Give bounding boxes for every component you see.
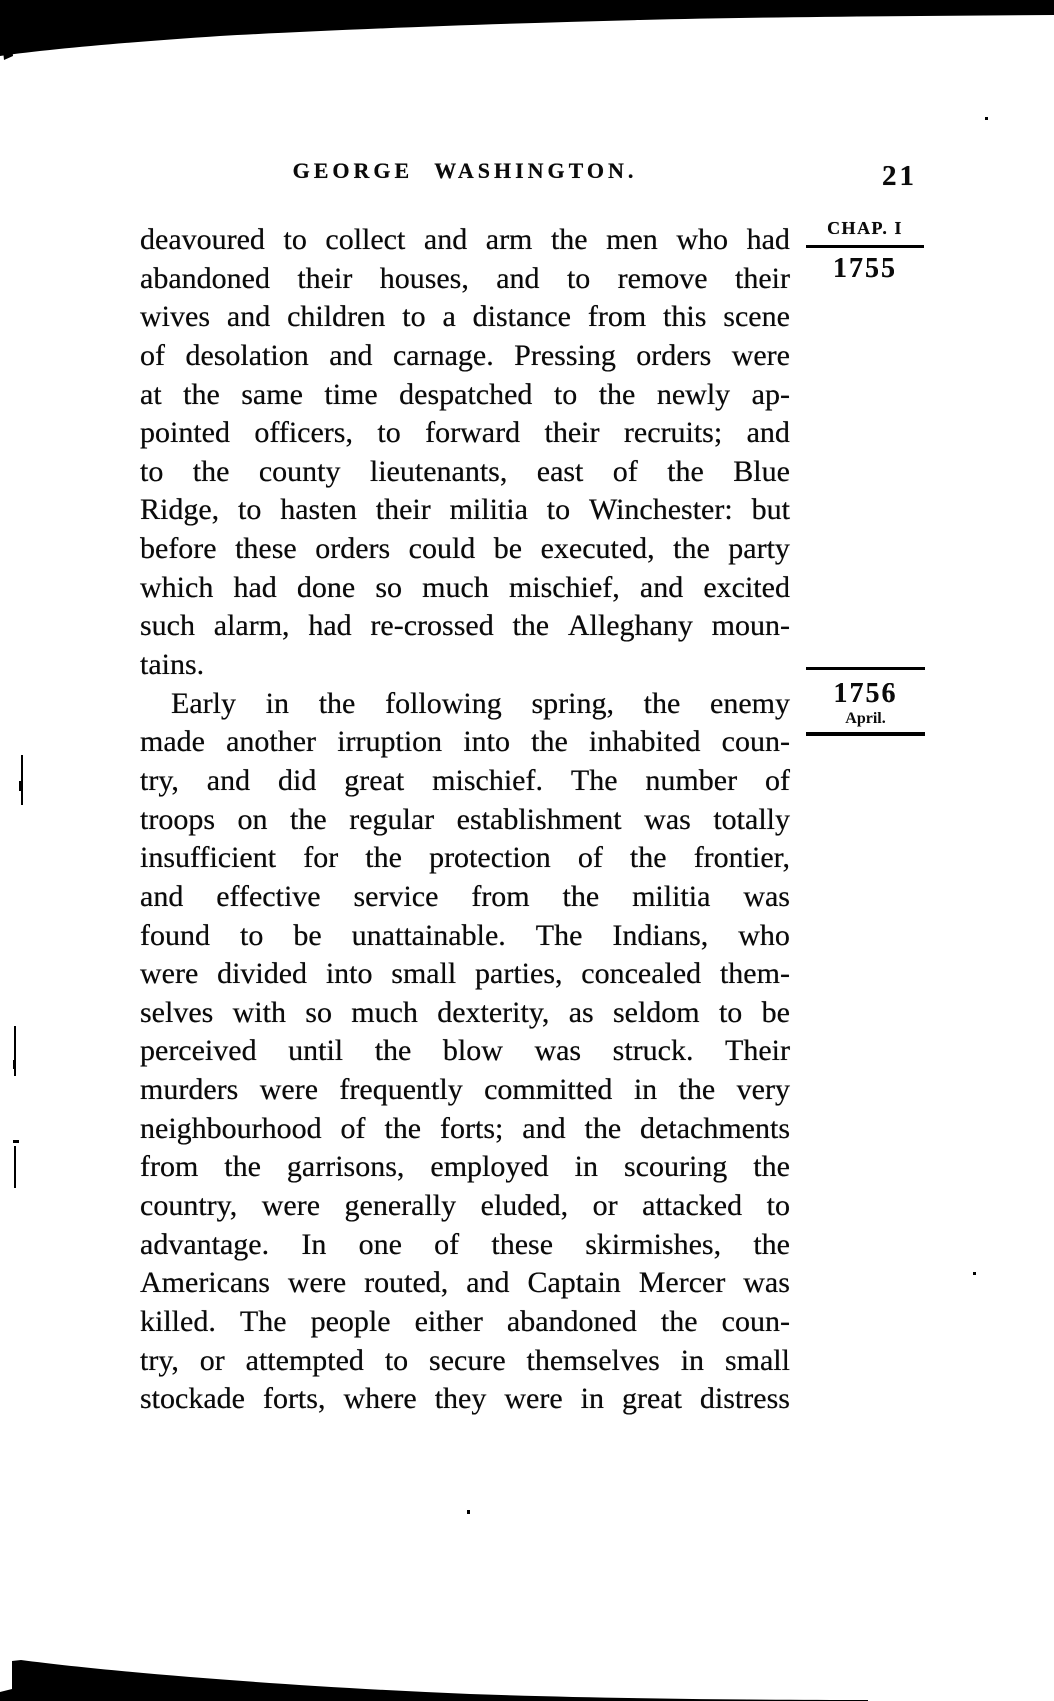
body-word: to [566, 261, 591, 295]
body-word: skirmishes, [585, 1227, 722, 1261]
body-word: and [206, 763, 251, 797]
body-word: was [534, 1034, 582, 1068]
body-word: ap- [751, 377, 790, 411]
body-line [140, 1148, 790, 1187]
body-word: were [259, 1073, 319, 1107]
body-word: from [587, 300, 647, 334]
margin-note-1755 [806, 218, 924, 285]
body-word: great [621, 1382, 682, 1416]
year-1755: 1755 [833, 253, 897, 284]
body-word: to [546, 493, 571, 527]
body-word: try, [140, 763, 179, 797]
body-line [140, 453, 790, 492]
body-word: to [384, 1343, 409, 1377]
body-word: scouring [623, 1150, 728, 1184]
body-word: into [463, 725, 510, 759]
body-word: committed [484, 1073, 613, 1107]
body-word: enemy [710, 686, 790, 720]
body-word: another [226, 725, 317, 759]
body-word: much [422, 570, 489, 604]
body-text [140, 221, 790, 1419]
body-word: coun- [721, 1304, 790, 1338]
body-word: so [305, 995, 332, 1029]
body-word: forward [425, 416, 521, 450]
body-word: east [536, 454, 584, 488]
margin-ink-mark [14, 1146, 16, 1188]
body-word: where [343, 1382, 417, 1416]
body-line [140, 723, 790, 762]
body-word: following [385, 686, 502, 720]
margin-ink-mark [21, 755, 23, 805]
body-word: mischief. [432, 763, 543, 797]
body-word: carnage. [392, 338, 494, 372]
year-1756: 1756 [833, 678, 898, 709]
body-line [140, 762, 790, 801]
body-line [140, 1071, 790, 1110]
body-word: concealed [581, 957, 702, 991]
body-word: Alleghany [567, 609, 693, 643]
body-word: despatched [399, 377, 533, 411]
body-word: to [402, 300, 426, 334]
body-word: was [743, 1266, 790, 1300]
body-word: distress [699, 1382, 790, 1416]
body-word: until [288, 1034, 344, 1068]
body-word: made [140, 725, 205, 759]
body-word: this [663, 300, 707, 334]
body-word: themselves [526, 1343, 660, 1377]
body-word: the [365, 841, 402, 875]
body-word: the [183, 377, 220, 411]
body-word: their [297, 261, 353, 295]
body-word: and [466, 1266, 510, 1300]
body-line [140, 1264, 790, 1303]
body-word: on [237, 802, 268, 836]
body-word: found [140, 918, 210, 952]
body-word: into [325, 957, 373, 991]
body-word: at [140, 377, 162, 411]
month-label: April. [845, 710, 886, 727]
body-word: such [140, 609, 195, 643]
body-line [140, 1226, 790, 1265]
body-word: be [493, 532, 523, 566]
body-word: forts; [440, 1111, 504, 1145]
body-word: In [301, 1227, 327, 1261]
body-word: try, [140, 1343, 179, 1377]
body-word: with [232, 995, 286, 1029]
body-word: moun- [711, 609, 790, 643]
body-word: Their [725, 1034, 790, 1068]
body-word: the [290, 802, 327, 836]
body-word: remove [617, 261, 708, 295]
body-word: murders [140, 1073, 239, 1107]
body-word: houses, [379, 261, 469, 295]
body-word: or [199, 1343, 225, 1377]
body-word: a [442, 300, 456, 334]
body-word: had [233, 570, 277, 604]
body-word: generally [344, 1189, 457, 1223]
body-word: collect [325, 223, 406, 256]
body-word: detachments [640, 1111, 790, 1145]
body-word: and [423, 223, 468, 256]
body-word: insufficient [140, 841, 277, 875]
body-line [140, 1187, 790, 1226]
body-word: either [414, 1304, 483, 1338]
body-line [140, 491, 790, 530]
body-word: who [676, 223, 729, 256]
body-word: was [743, 879, 790, 913]
body-word: them- [719, 957, 790, 991]
body-word: but [751, 493, 790, 527]
body-word: to [238, 493, 262, 527]
body-word: people [310, 1304, 391, 1338]
body-word: very [736, 1073, 790, 1107]
body-word: as [568, 995, 594, 1029]
body-line [140, 878, 790, 917]
body-line [140, 376, 790, 415]
body-word: in [633, 1073, 658, 1107]
body-word: officers, [254, 416, 353, 450]
body-word: orders [636, 338, 712, 372]
body-word: wives [140, 300, 210, 334]
page-number: 21 [882, 160, 917, 192]
body-line [140, 569, 790, 608]
margin-note-1756 [806, 667, 925, 736]
body-line [140, 1342, 790, 1381]
body-word: time [324, 377, 378, 411]
body-line [140, 221, 790, 260]
body-word: troops [140, 802, 215, 836]
body-word: frontier, [693, 841, 790, 875]
body-word: scene [723, 300, 790, 334]
body-word: in [580, 1382, 604, 1416]
body-word: were [731, 338, 790, 372]
margin-ink-mark [13, 1060, 16, 1069]
body-word: abandoned [506, 1304, 637, 1338]
body-word: recruits; [623, 416, 723, 450]
body-word: irruption [337, 725, 443, 759]
margin-rule [806, 732, 925, 736]
body-word: Captain [527, 1266, 621, 1300]
body-line [140, 839, 790, 878]
running-header: GEORGE WASHINGTON. [292, 158, 638, 183]
body-word: were [287, 1266, 347, 1300]
body-word: Pressing [514, 338, 616, 372]
body-word: blow [442, 1034, 503, 1068]
body-word: the [660, 1304, 698, 1338]
body-word: Blue [733, 454, 790, 488]
body-word: coun- [721, 725, 790, 759]
ink-speck [973, 1272, 976, 1275]
ink-speck [985, 117, 988, 120]
margin-ink-mark [13, 1140, 19, 1143]
body-word: number [645, 763, 738, 797]
body-word: the [224, 1150, 261, 1184]
body-word: children [287, 300, 386, 334]
margin-rule [806, 667, 925, 670]
body-word: seldom [612, 995, 700, 1029]
body-word: to [140, 454, 164, 488]
body-word: of [340, 1111, 366, 1145]
body-word: arm [485, 223, 533, 256]
body-word: killed. [140, 1304, 216, 1338]
body-word: The [570, 763, 618, 797]
body-word: divided [217, 957, 308, 991]
body-word: inhabited [588, 725, 701, 759]
body-word: deavoured [140, 223, 265, 256]
body-word: great [344, 763, 405, 797]
body-word: Indians, [612, 918, 709, 952]
body-word: had [308, 609, 352, 643]
body-word: of [434, 1227, 460, 1261]
body-word: the [667, 454, 704, 488]
body-line [140, 994, 790, 1033]
body-word: employed [430, 1150, 549, 1184]
body-word: from [140, 1150, 199, 1184]
body-word: the [550, 223, 588, 256]
body-word: or [592, 1189, 618, 1223]
body-word: establishment [456, 802, 622, 836]
chapter-label: CHAP. I [827, 218, 903, 238]
body-word: distance [472, 300, 571, 334]
body-word: from [471, 879, 530, 913]
body-word: county [258, 454, 341, 488]
body-word: the [562, 879, 600, 913]
body-word: and [746, 416, 790, 450]
body-word: who [738, 918, 790, 952]
scan-artifact-top-left-sliver [0, 20, 13, 60]
body-line [140, 530, 790, 569]
body-word: of [764, 763, 790, 797]
body-word: the [753, 1150, 790, 1184]
body-word: parties, [475, 957, 563, 991]
body-word: be [761, 995, 790, 1029]
body-word: so [375, 570, 403, 604]
body-word: for [303, 841, 339, 875]
body-word: could [408, 532, 476, 566]
body-word: protection [429, 841, 551, 875]
body-word: lieutenants, [369, 454, 508, 488]
body-line [140, 917, 790, 956]
body-word: same [241, 377, 303, 411]
body-line [140, 1032, 790, 1071]
body-line [140, 1303, 790, 1342]
body-word: the [192, 454, 230, 488]
body-word: one [358, 1227, 402, 1261]
body-word: tains. [140, 648, 205, 682]
body-word: the [531, 725, 568, 759]
body-word: militia [449, 493, 528, 527]
body-word: secure [429, 1343, 506, 1377]
body-word: and [226, 300, 271, 334]
body-word: was [644, 802, 691, 836]
body-word: these [491, 1227, 554, 1261]
body-word: these [235, 532, 297, 566]
body-word: party [728, 532, 790, 566]
body-line [140, 1110, 790, 1149]
body-word: executed, [540, 532, 655, 566]
body-line [140, 260, 790, 299]
body-word: totally [713, 802, 790, 836]
body-word: regular [349, 802, 435, 836]
body-line [140, 337, 790, 376]
body-word: the [643, 686, 681, 720]
body-word: spring, [531, 686, 614, 720]
body-word: abandoned [140, 261, 270, 295]
body-word: newly [656, 377, 731, 411]
body-word: to [766, 1189, 790, 1223]
body-word: frequently [339, 1073, 463, 1107]
body-word: in [680, 1343, 705, 1377]
body-word: stockade [140, 1382, 245, 1416]
body-word: their [544, 416, 600, 450]
body-word: did [278, 763, 317, 797]
body-word: Mercer [638, 1266, 726, 1300]
ink-speck [467, 1510, 470, 1514]
body-word: of [612, 454, 638, 488]
body-word: they [434, 1382, 487, 1416]
body-word: and [522, 1111, 566, 1145]
body-word: were [261, 1189, 321, 1223]
body-line [140, 801, 790, 840]
body-word: hasten [280, 493, 357, 527]
body-word: unattainable. [351, 918, 506, 952]
body-word: before [140, 532, 217, 566]
body-word: Ridge, [140, 493, 220, 527]
body-word: which [140, 570, 214, 604]
body-word: Americans [140, 1266, 270, 1300]
body-word: routed, [364, 1266, 449, 1300]
body-word: country, [140, 1189, 238, 1223]
body-word: eluded, [480, 1189, 569, 1223]
body-word: of [140, 338, 165, 372]
body-word: and [639, 570, 684, 604]
body-word: The [239, 1304, 287, 1338]
body-word: done [296, 570, 356, 604]
body-word: struck. [612, 1034, 694, 1068]
body-word: the [584, 1111, 622, 1145]
margin-rule [806, 245, 924, 248]
body-word: the [753, 1227, 790, 1261]
body-word: much [351, 995, 418, 1029]
body-word: garrisons, [286, 1150, 405, 1184]
body-word: perceived [140, 1034, 257, 1068]
body-word: in [265, 686, 290, 720]
body-word: to [240, 918, 264, 952]
body-word: re-crossed [370, 609, 494, 643]
body-word: men [606, 223, 658, 256]
body-word: were [504, 1382, 563, 1416]
body-line [140, 607, 790, 646]
body-word: militia [632, 879, 711, 913]
body-word: forts, [262, 1382, 326, 1416]
body-word: small [391, 957, 457, 991]
body-word: alarm, [213, 609, 290, 643]
body-word: and [496, 261, 540, 295]
scan-artifact-top [0, 0, 1054, 56]
body-word: were [140, 957, 199, 991]
body-word: excited [703, 570, 790, 604]
body-word: dexterity, [437, 995, 550, 1029]
body-line [140, 955, 790, 994]
scan-artifact-bottom [0, 1660, 868, 1701]
body-word: small [724, 1343, 790, 1377]
margin-ink-mark [19, 781, 23, 791]
body-word: and [329, 338, 373, 372]
body-word: The [535, 918, 583, 952]
body-word: the [318, 686, 356, 720]
body-word: advantage. [140, 1227, 270, 1261]
body-line [140, 414, 790, 453]
body-word: Winchester: [588, 493, 733, 527]
body-word: desolation [185, 338, 309, 372]
body-word: the [512, 609, 550, 643]
body-word: to [377, 416, 401, 450]
body-word: be [293, 918, 322, 952]
body-word: had [746, 223, 790, 256]
body-word: in [574, 1150, 598, 1184]
body-word: their [735, 261, 790, 295]
body-word: pointed [140, 416, 230, 450]
body-line [140, 646, 790, 685]
body-word: attempted [245, 1343, 364, 1377]
body-word: the [598, 377, 636, 411]
body-word: of [577, 841, 603, 875]
body-word: and [140, 879, 184, 913]
body-word: Early [171, 686, 236, 720]
body-word: their [375, 493, 431, 527]
body-word: to [553, 377, 578, 411]
body-word: to [283, 223, 307, 256]
body-word: the [384, 1111, 422, 1145]
body-word: to [718, 995, 743, 1029]
body-word: neighbourhood [140, 1111, 322, 1145]
body-word: the [374, 1034, 412, 1068]
body-line [140, 685, 790, 724]
body-word: the [678, 1073, 716, 1107]
body-word: mischief, [508, 570, 620, 604]
body-line [140, 1380, 790, 1419]
body-word: the [629, 841, 667, 875]
body-word: effective [216, 879, 321, 913]
body-line [140, 298, 790, 337]
body-word: orders [315, 532, 391, 566]
body-word: attacked [642, 1189, 743, 1223]
body-word: service [353, 879, 439, 913]
body-word: selves [140, 995, 214, 1029]
body-word: the [673, 532, 710, 566]
